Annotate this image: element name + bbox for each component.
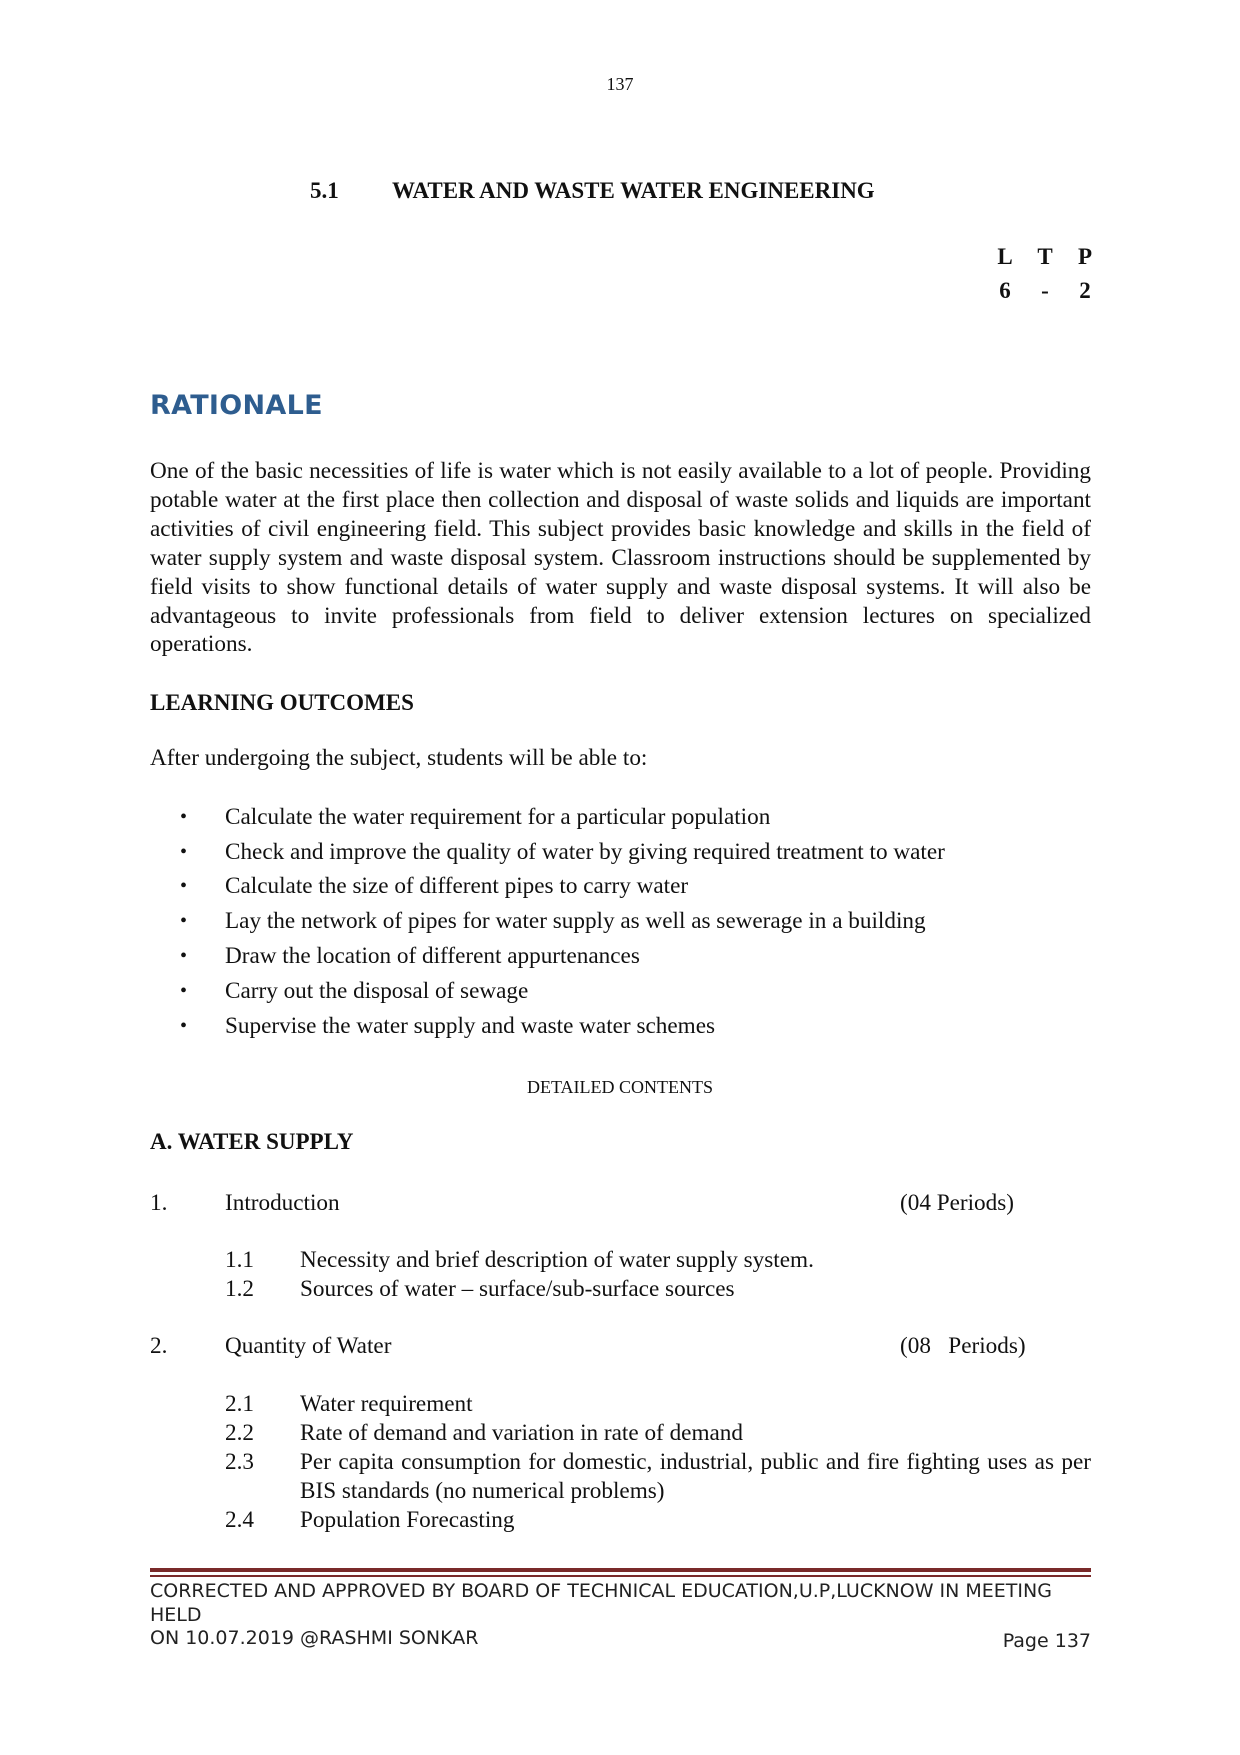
ltp-value-t: - <box>1041 278 1049 303</box>
ltp-label-p: P <box>1077 244 1093 269</box>
list-item-text: Calculate the size of different pipes to carry water <box>225 873 689 900</box>
subtopic-number: 1.1 <box>225 1247 254 1273</box>
course-section-number: 5.1 <box>310 178 339 203</box>
course-title-text: WATER AND WASTE WATER ENGINEERING <box>392 178 875 203</box>
course-title <box>310 178 875 204</box>
footer-line-2: ON 10.07.2019 @RASHMI SONKAR <box>150 1627 479 1649</box>
list-item-text: Carry out the disposal of sewage <box>225 977 529 1004</box>
subtopic-list <box>225 1246 1091 1304</box>
ltp-label-t: T <box>1037 244 1053 269</box>
bullet-icon: • <box>180 875 188 898</box>
subtopic-row <box>225 1448 1091 1506</box>
water-supply-heading: A. WATER SUPPLY <box>150 1129 354 1154</box>
ltp-value-l: 6 <box>999 278 1011 303</box>
subtopic-number: 2.3 <box>225 1448 254 1475</box>
subtopic-number: 2.4 <box>225 1506 254 1533</box>
bullet-icon: • <box>180 979 188 1002</box>
topic-periods: (04 Periods) <box>900 1190 1014 1216</box>
footer-note <box>150 1580 1091 1651</box>
subtopic-text: Per capita consumption for domestic, industrial, public and fire fighting uses as per BIS standards (no numerical problems) <box>300 1448 1091 1504</box>
subtopic-text: Necessity and brief description of water supply system. <box>300 1247 814 1273</box>
bullet-icon: • <box>180 910 188 933</box>
subtopic-row <box>225 1275 1091 1304</box>
learning-outcomes-intro: After undergoing the subject, students will be able to: <box>150 745 648 771</box>
topic-row <box>150 1190 1091 1217</box>
topic-name: Quantity of Water <box>225 1333 392 1359</box>
ltp-labels-row <box>985 240 1105 274</box>
learning-outcomes-heading: LEARNING OUTCOMES <box>150 690 414 715</box>
subtopic-text: Water requirement <box>300 1391 473 1417</box>
list-item-text: Calculate the water requirement for a particular population <box>225 803 771 830</box>
list-item-text: Check and improve the quality of water by giving required treatment to water <box>225 838 945 865</box>
ltp-table <box>985 240 1105 308</box>
subtopic-row <box>225 1419 1091 1448</box>
rationale-heading: RATIONALE <box>150 390 323 421</box>
page-number-footer: Page 137 <box>1002 1630 1091 1652</box>
footer-rule-thick <box>150 1568 1091 1572</box>
footer-rule-thin <box>150 1575 1091 1577</box>
topic-periods: (08 Periods) <box>900 1333 1026 1359</box>
footer-line-1: CORRECTED AND APPROVED BY BOARD OF TECHNICAL EDUCATION,U.P,LUCKNOW IN MEETING HELD <box>150 1580 1052 1626</box>
subtopic-text: Sources of water – surface/sub-surface sources <box>300 1275 735 1302</box>
ltp-values-row <box>985 274 1105 308</box>
bullet-icon: • <box>180 945 188 968</box>
subtopic-row <box>225 1390 1091 1419</box>
list-item <box>180 870 945 905</box>
list-item-text: Lay the network of pipes for water supply as well as sewerage in a building <box>225 908 926 935</box>
subtopic-text: Rate of demand and variation in rate of demand <box>300 1419 743 1446</box>
detailed-contents-heading: DETAILED CONTENTS <box>526 1077 714 1097</box>
page-number-top: 137 <box>606 74 634 94</box>
rationale-paragraph: One of the basic necessities of life is water which is not easily available to a lot of people. Providing potable water at the first place then collection and disposal of waste solids and liquids are important activities of civil engineering field. This subject provides basic knowledge and skills in the field of water supply system and waste disposal system. Classroom instructions should be supplemented by field visits to show functional details of water supply and waste disposal systems. It will also be advantageous to invite professionals from field to deliver extension lectures on specialized operations. <box>150 458 1091 658</box>
subtopic-row <box>225 1506 1091 1535</box>
subtopic-row <box>225 1246 1091 1275</box>
list-item <box>180 1009 945 1044</box>
ltp-value-p: 2 <box>1079 278 1091 303</box>
list-item <box>180 939 945 974</box>
ltp-label-l: L <box>997 244 1013 269</box>
list-item-text: Supervise the water supply and waste water schemes <box>225 1012 716 1039</box>
topic-number: 1. <box>150 1190 168 1216</box>
bullet-icon: • <box>180 1014 188 1037</box>
list-item <box>180 800 945 835</box>
subtopic-number: 2.1 <box>225 1391 254 1417</box>
topic-row <box>150 1333 1091 1360</box>
bullet-icon: • <box>180 840 188 863</box>
subtopic-number: 2.2 <box>225 1419 254 1446</box>
topic-name: Introduction <box>225 1190 340 1216</box>
bullet-icon: • <box>180 805 188 828</box>
subtopic-number: 1.2 <box>225 1275 254 1302</box>
topic-number: 2. <box>150 1333 168 1359</box>
subtopic-list <box>225 1390 1091 1535</box>
list-item-text: Draw the location of different appurtenances <box>225 943 640 970</box>
learning-outcomes-list <box>180 800 945 1044</box>
list-item <box>180 835 945 870</box>
list-item <box>180 904 945 939</box>
list-item <box>180 974 945 1009</box>
subtopic-text: Population Forecasting <box>300 1506 515 1533</box>
